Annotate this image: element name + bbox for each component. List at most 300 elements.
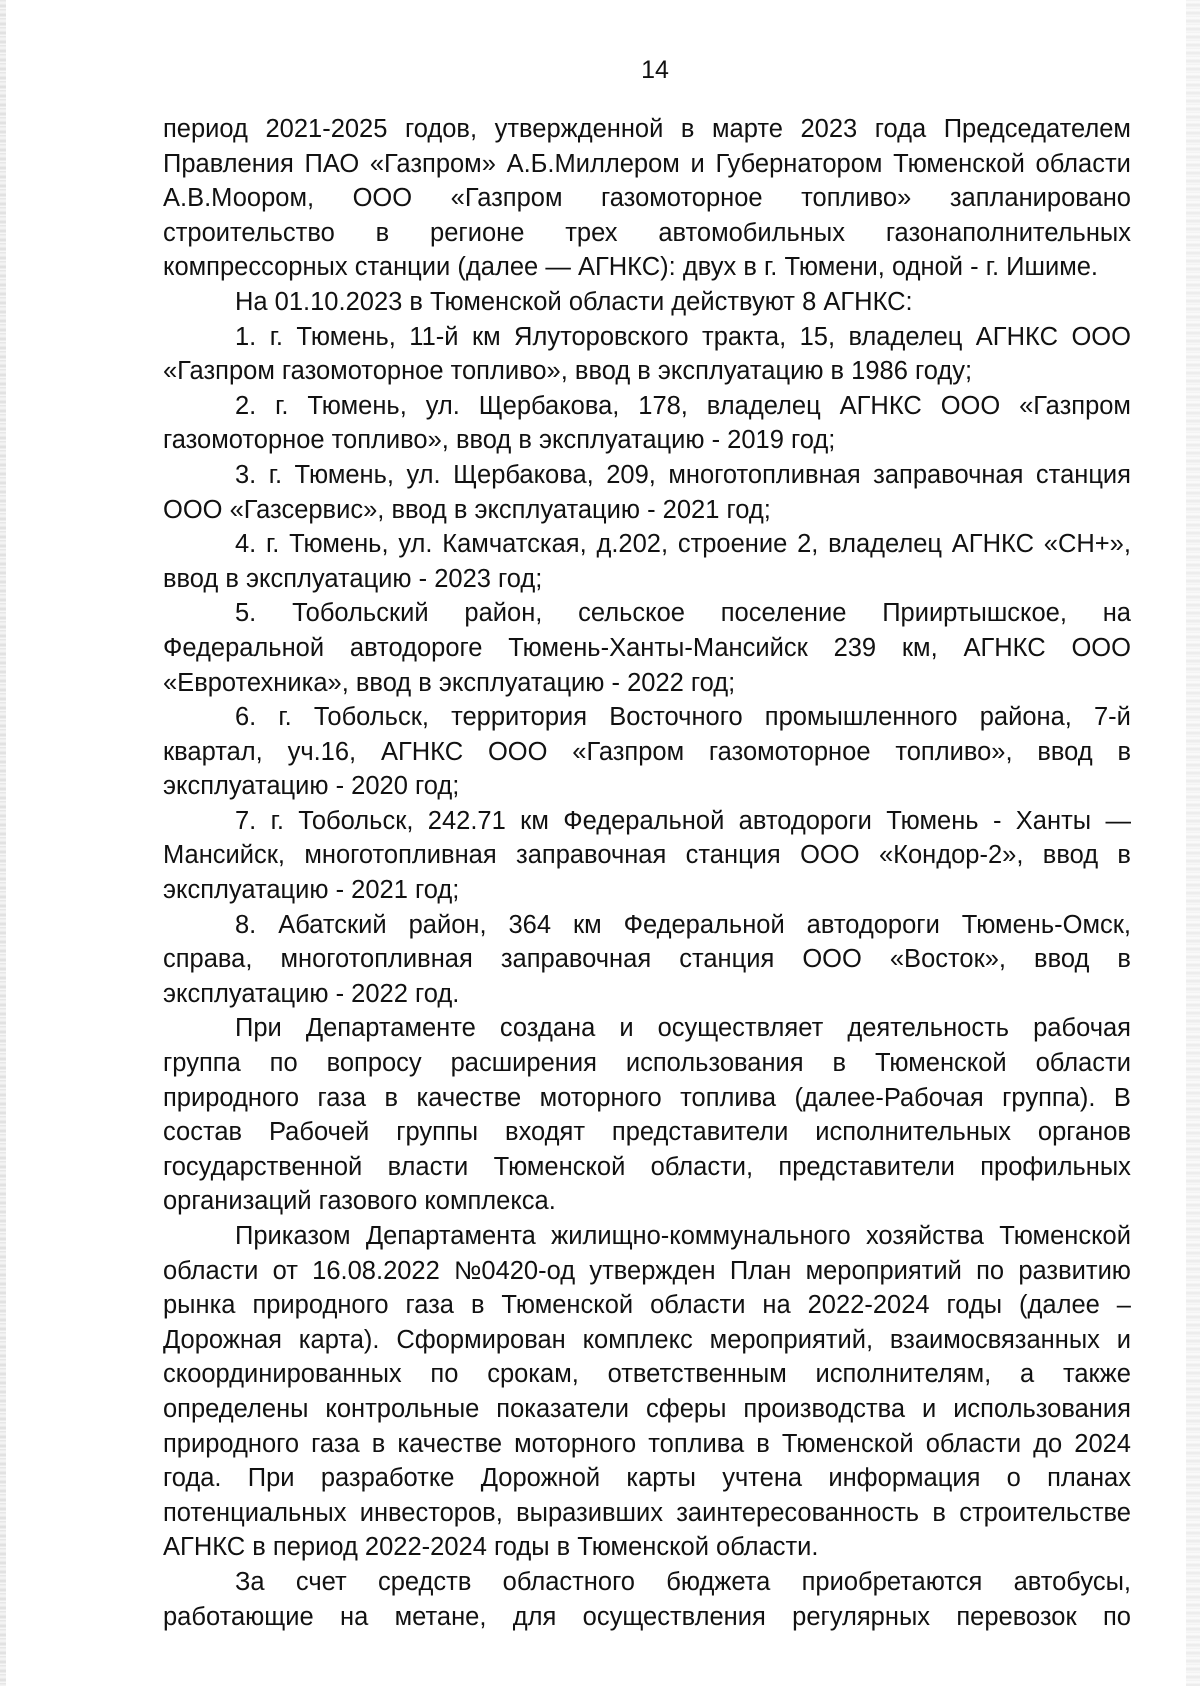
- word: поселение: [720, 599, 847, 628]
- word: км: [471, 322, 501, 351]
- word: автодороги: [738, 806, 872, 835]
- word: 1.: [235, 322, 257, 351]
- word: создана: [499, 1014, 596, 1043]
- paragraph-count: [163, 285, 1131, 320]
- word: «Газпром: [1019, 391, 1131, 420]
- word: -: [970, 253, 979, 282]
- page-number: 14: [641, 56, 669, 84]
- word: км: [520, 806, 549, 835]
- scan-edge-right: [1186, 0, 1200, 1686]
- word: Ханты: [1015, 806, 1092, 835]
- word: 4.: [235, 530, 257, 559]
- word: группа).: [1002, 1083, 1096, 1112]
- word: территория: [451, 703, 588, 732]
- word: топлива: [680, 1083, 777, 1112]
- word: компрессорных: [163, 253, 348, 282]
- word: ввод: [1037, 737, 1093, 766]
- word: потенциальных: [163, 1498, 347, 1527]
- word: эксплуатацию - 2020 год;: [163, 772, 460, 801]
- word: (далее: [1019, 1291, 1100, 1320]
- text-line: [163, 112, 1131, 147]
- word: по: [976, 1256, 1005, 1285]
- word: расширения: [450, 1049, 597, 1078]
- word: мероприятий,: [709, 1325, 874, 1354]
- word: газомоторное топливо», ввод в эксплуатацию - 2019 год;: [163, 426, 836, 455]
- text-line: [163, 666, 1131, 701]
- word: ввод: [1034, 945, 1090, 974]
- word: г.: [266, 530, 280, 559]
- word: За: [235, 1567, 265, 1596]
- word: промышленного: [764, 703, 958, 732]
- word: «Кондор-2»,: [878, 841, 1024, 870]
- text-line: [163, 527, 1131, 562]
- word: 6.: [235, 703, 257, 732]
- word: на: [1102, 599, 1131, 628]
- word: ООО: [352, 184, 413, 213]
- word: строительстве: [959, 1498, 1131, 1527]
- text-line: [163, 562, 1131, 597]
- word: мероприятий: [805, 1256, 962, 1285]
- word: развитию: [1018, 1256, 1131, 1285]
- text-line: [163, 1254, 1131, 1289]
- text-line: [163, 1219, 1131, 1254]
- word: заправочная: [873, 460, 1024, 489]
- word: марте: [711, 115, 783, 143]
- word: моторного: [514, 1429, 637, 1458]
- word: информация: [828, 1464, 981, 1493]
- word: топливо»,: [895, 737, 1013, 766]
- word: ООО: [802, 945, 862, 974]
- word: заинтересованность: [676, 1498, 920, 1527]
- text-line: [163, 735, 1131, 770]
- word: В: [1113, 1083, 1131, 1112]
- word: многотопливная: [280, 945, 473, 974]
- word: производства: [743, 1394, 906, 1423]
- text-line: [163, 1184, 1131, 1219]
- word: 11-й: [409, 322, 459, 351]
- word: о: [1006, 1464, 1021, 1493]
- word: 239: [833, 633, 877, 662]
- text-line: [163, 1530, 1131, 1565]
- word: газа: [317, 1083, 367, 1112]
- word: Тобольский: [292, 599, 429, 628]
- word: моторного: [539, 1083, 662, 1112]
- paragraph-item-4: [163, 527, 1131, 596]
- word: км: [572, 910, 602, 939]
- text-line: [163, 216, 1131, 251]
- word: «СН+»,: [1043, 530, 1131, 559]
- word: разработке: [320, 1464, 455, 1493]
- word: эксплуатацию - 2021 год;: [163, 876, 460, 905]
- word: Приказом: [235, 1222, 351, 1250]
- word: Правления: [163, 149, 294, 178]
- word: Сформирован: [396, 1325, 566, 1354]
- word: области: [163, 1256, 259, 1285]
- word: года.: [163, 1464, 222, 1493]
- paragraph-item-8: [163, 908, 1131, 1012]
- word: группы: [396, 1118, 479, 1147]
- word: -: [992, 806, 1002, 835]
- word: Камчатская,: [442, 530, 587, 559]
- text-line: [163, 320, 1131, 355]
- word: приобретаются: [801, 1567, 983, 1596]
- word: 8.: [235, 910, 257, 939]
- word: качестве: [416, 1083, 522, 1112]
- word: «Газпром»: [369, 149, 496, 178]
- word: деятельность: [847, 1014, 1010, 1043]
- text-line: [163, 1496, 1131, 1531]
- text-line: [163, 1392, 1131, 1427]
- word: Дорожная: [163, 1325, 282, 1354]
- word: вопросу: [326, 1049, 422, 1078]
- word: заправочная: [500, 945, 652, 974]
- word: г.: [985, 253, 1000, 282]
- word: эксплуатацию - 2022 год.: [163, 979, 460, 1008]
- word: 2023: [800, 115, 858, 143]
- word: Ялуторовского: [514, 322, 689, 351]
- word: Федеральной: [623, 910, 785, 939]
- word: в: [743, 253, 757, 282]
- text-line: [163, 804, 1131, 839]
- word: хозяйства: [865, 1222, 984, 1250]
- word: показатели: [496, 1394, 630, 1423]
- word: Департамента: [365, 1222, 536, 1250]
- word: в: [1117, 737, 1131, 766]
- word: природного: [252, 1291, 389, 1320]
- word: и: [1116, 1325, 1131, 1354]
- word: от: [272, 1256, 298, 1285]
- word: ООО: [1071, 322, 1131, 351]
- text-line: [163, 1011, 1131, 1046]
- word: исполнителям,: [815, 1360, 992, 1389]
- text-line: [163, 1150, 1131, 1185]
- text-line: [163, 458, 1131, 493]
- document-body: [163, 112, 1131, 1634]
- text-line: [163, 493, 1131, 528]
- word: Председателем: [943, 115, 1131, 143]
- word: Тюмень: [886, 806, 979, 835]
- word: трех: [565, 218, 618, 247]
- word: 2,: [797, 530, 819, 559]
- paragraph-buses: [163, 1565, 1131, 1634]
- word: для: [512, 1602, 557, 1631]
- word: в: [375, 218, 390, 247]
- word: Тюмень,: [294, 460, 394, 489]
- text-line: [163, 1323, 1131, 1358]
- word: Тюменской: [781, 1429, 914, 1458]
- word: автодороги: [806, 910, 940, 939]
- word: №0420-од: [454, 1256, 576, 1285]
- text-line: [163, 769, 1131, 804]
- word: г.: [275, 391, 289, 420]
- word: район,: [408, 910, 487, 939]
- word: автомобильных: [658, 218, 845, 247]
- word: в: [1117, 841, 1131, 870]
- text-line: [163, 1600, 1131, 1635]
- word: Прииртышское,: [882, 599, 1067, 628]
- word: 2024: [1074, 1429, 1131, 1458]
- word: При: [247, 1464, 295, 1493]
- word: район,: [464, 599, 543, 628]
- word: природного: [163, 1083, 300, 1112]
- word: области: [1035, 1049, 1131, 1078]
- word: района,: [979, 703, 1072, 732]
- word: области: [650, 1291, 746, 1320]
- text-line: [163, 285, 1131, 320]
- word: в: [384, 1083, 399, 1112]
- word: Тюменской: [999, 1222, 1131, 1250]
- word: запланировано: [949, 184, 1131, 213]
- word: –: [1116, 1291, 1131, 1320]
- word: (далее: [457, 253, 539, 282]
- text-line: [163, 1115, 1131, 1150]
- word: до: [1033, 1429, 1063, 1458]
- word: в: [756, 1429, 770, 1458]
- word: планах: [1047, 1464, 1131, 1493]
- text-line: [163, 147, 1131, 182]
- word: состав: [163, 1118, 243, 1147]
- word: 364: [508, 910, 552, 939]
- paragraph-item-3: [163, 458, 1131, 527]
- text-line: [163, 354, 1131, 389]
- word: Тюмени,: [784, 253, 885, 282]
- word: осуществляет: [657, 1014, 824, 1043]
- word: АГНКС: [975, 322, 1059, 351]
- word: работающие: [163, 1602, 314, 1631]
- word: владелец: [706, 391, 821, 420]
- word: средств: [377, 1567, 472, 1596]
- text-line: [163, 873, 1131, 908]
- word: многотопливная: [304, 841, 497, 870]
- word: заправочная: [516, 841, 667, 870]
- word: АГНКС: [839, 391, 922, 420]
- text-line: [163, 250, 1131, 285]
- word: период: [163, 115, 248, 143]
- word: Тюменской: [501, 1291, 634, 1320]
- word: г.: [764, 253, 778, 282]
- word: Тюмень,: [289, 530, 389, 559]
- word: области,: [650, 1152, 754, 1181]
- word: метане,: [394, 1602, 487, 1631]
- word: Мансийск,: [163, 841, 286, 870]
- word: 178,: [638, 391, 688, 420]
- word: в: [932, 1498, 946, 1527]
- word: ООО: [800, 841, 860, 870]
- word: 2.: [235, 391, 257, 420]
- word: г.: [269, 322, 283, 351]
- word: км,: [901, 633, 938, 662]
- word: ООО: [940, 391, 1001, 420]
- text-line: [163, 181, 1131, 216]
- word: уч.16,: [287, 737, 357, 766]
- word: АГНКС: [380, 737, 464, 766]
- word: «Газпром: [450, 184, 563, 213]
- word: рынка: [163, 1291, 236, 1320]
- word: Тюмень,: [296, 322, 396, 351]
- word: Щербакова,: [478, 391, 620, 420]
- word: строительство: [163, 218, 335, 247]
- word: Федеральной: [163, 633, 325, 662]
- word: взаимосвязанных: [889, 1325, 1100, 1354]
- word: власти: [387, 1152, 469, 1181]
- paragraph-item-6: [163, 700, 1131, 804]
- word: жилищно-коммунального: [551, 1222, 851, 1250]
- word: газонаполнительных: [885, 218, 1131, 247]
- word: инвесторов,: [359, 1498, 503, 1527]
- word: и: [922, 1394, 937, 1423]
- word: станция: [679, 945, 775, 974]
- word: исполнительных: [815, 1118, 1011, 1147]
- text-line: [163, 1461, 1131, 1496]
- word: качестве: [397, 1429, 503, 1458]
- word: использования: [625, 1049, 804, 1078]
- word: ответственным: [607, 1360, 787, 1389]
- paragraph-intro: [163, 112, 1131, 285]
- word: 3.: [235, 460, 257, 489]
- word: газа: [311, 1429, 360, 1458]
- word: 2022-2024: [807, 1291, 930, 1320]
- word: по: [430, 1360, 459, 1389]
- paragraph-working-group: [163, 1011, 1131, 1219]
- word: в: [680, 115, 695, 143]
- word: Департаменте: [305, 1014, 476, 1043]
- word: осуществления: [582, 1602, 766, 1631]
- text-line: [163, 838, 1131, 873]
- word: 209,: [606, 460, 656, 489]
- word: Восточного: [609, 703, 743, 732]
- word: газомоторное: [601, 184, 763, 213]
- word: по: [1102, 1602, 1131, 1631]
- text-line: [163, 631, 1131, 666]
- word: по: [269, 1049, 298, 1078]
- word: На 01.10.2023 в Тюменской области действуют 8 АГНКС:: [235, 287, 913, 316]
- word: Тюменской: [493, 1152, 626, 1181]
- word: топлива: [648, 1429, 745, 1458]
- word: ПАО: [304, 149, 360, 178]
- word: АГНКС: [951, 530, 1034, 559]
- word: г.: [268, 460, 283, 489]
- paragraph-item-2: [163, 389, 1131, 458]
- word: Дорожной: [480, 1464, 601, 1493]
- word: «Газпром газомоторное топливо», ввод в эксплуатацию в 1986 году;: [163, 357, 973, 386]
- word: области: [925, 1429, 1022, 1458]
- word: ул.: [406, 460, 441, 489]
- word: входят: [505, 1118, 586, 1147]
- word: утвержден: [589, 1256, 716, 1285]
- word: также: [1062, 1360, 1131, 1389]
- word: владелец: [848, 322, 963, 351]
- word: —: [545, 253, 571, 282]
- paragraph-roadmap: [163, 1219, 1131, 1565]
- word: ул.: [425, 391, 460, 420]
- word: года: [874, 115, 927, 143]
- word: 2021-2025: [265, 115, 388, 143]
- word: АГНКС в период 2022-2024 годы в Тюменской области.: [163, 1533, 819, 1562]
- word: ввод: [1042, 841, 1099, 870]
- word: использования: [953, 1394, 1131, 1423]
- paragraph-item-7: [163, 804, 1131, 908]
- word: годов,: [404, 115, 478, 143]
- word: ООО «Газсервис», ввод в эксплуатацию - 2021 год;: [163, 495, 771, 524]
- text-line: [163, 423, 1131, 458]
- scan-edge-left: [0, 0, 6, 1686]
- word: рабочая: [1033, 1014, 1131, 1043]
- word: выразивших: [516, 1498, 663, 1527]
- word: Тобольск,: [298, 806, 414, 835]
- text-line: [163, 908, 1131, 943]
- word: организаций газового комплекса.: [163, 1187, 556, 1216]
- text-line: [163, 596, 1131, 631]
- word: квартал,: [163, 737, 263, 766]
- text-line: [163, 977, 1131, 1012]
- word: сельское: [578, 599, 685, 628]
- word: ул.: [398, 530, 433, 559]
- word: природного: [163, 1429, 300, 1458]
- word: Рабочей: [269, 1118, 370, 1147]
- word: «Восток»,: [889, 945, 1006, 974]
- word: государственной: [163, 1152, 363, 1181]
- paragraph-item-1: [163, 320, 1131, 389]
- word: одной: [892, 253, 964, 282]
- word: АГНКС):: [577, 253, 676, 282]
- word: строение: [677, 530, 788, 559]
- word: а: [1019, 1360, 1035, 1389]
- word: 242.71: [427, 806, 506, 835]
- word: станции: [354, 253, 451, 282]
- word: контрольные: [325, 1394, 480, 1423]
- word: (далее-Рабочая: [794, 1083, 984, 1112]
- word: 7-й: [1094, 703, 1131, 732]
- word: газомоторное: [708, 737, 871, 766]
- word: ввод в эксплуатацию - 2023 год;: [163, 564, 543, 593]
- text-line: [163, 942, 1131, 977]
- word: топливо»: [801, 184, 912, 213]
- word: регулярных: [792, 1602, 931, 1631]
- word: скоординированных: [163, 1360, 402, 1389]
- word: карта).: [298, 1325, 380, 1354]
- word: Абатский: [278, 910, 387, 939]
- word: регионе: [430, 218, 525, 247]
- word: газа: [405, 1291, 454, 1320]
- word: комплекс: [582, 1325, 693, 1354]
- text-line: [163, 1357, 1131, 1392]
- word: Федеральной: [563, 806, 725, 835]
- word: автобусы,: [1013, 1567, 1131, 1596]
- word: автодороге: [349, 633, 483, 662]
- word: определены: [163, 1394, 309, 1423]
- word: справа,: [163, 945, 253, 974]
- text-line: [163, 700, 1131, 735]
- text-line: [163, 1565, 1131, 1600]
- word: двух: [682, 253, 737, 282]
- word: области: [1035, 149, 1131, 178]
- word: владелец: [828, 530, 943, 559]
- word: «Газпром: [572, 737, 685, 766]
- word: 16.08.2022: [312, 1256, 440, 1285]
- text-line: [163, 389, 1131, 424]
- word: бюджета: [666, 1567, 771, 1596]
- word: органов: [1037, 1118, 1131, 1147]
- text-line: [163, 1046, 1131, 1081]
- word: в: [832, 1049, 847, 1078]
- word: сферы: [645, 1394, 727, 1423]
- word: перевозок: [956, 1602, 1077, 1631]
- word: годы: [946, 1291, 1003, 1320]
- word: профильных: [980, 1152, 1131, 1181]
- word: ООО: [1071, 633, 1131, 662]
- word: станция: [1035, 460, 1131, 489]
- word: тракта,: [702, 322, 787, 351]
